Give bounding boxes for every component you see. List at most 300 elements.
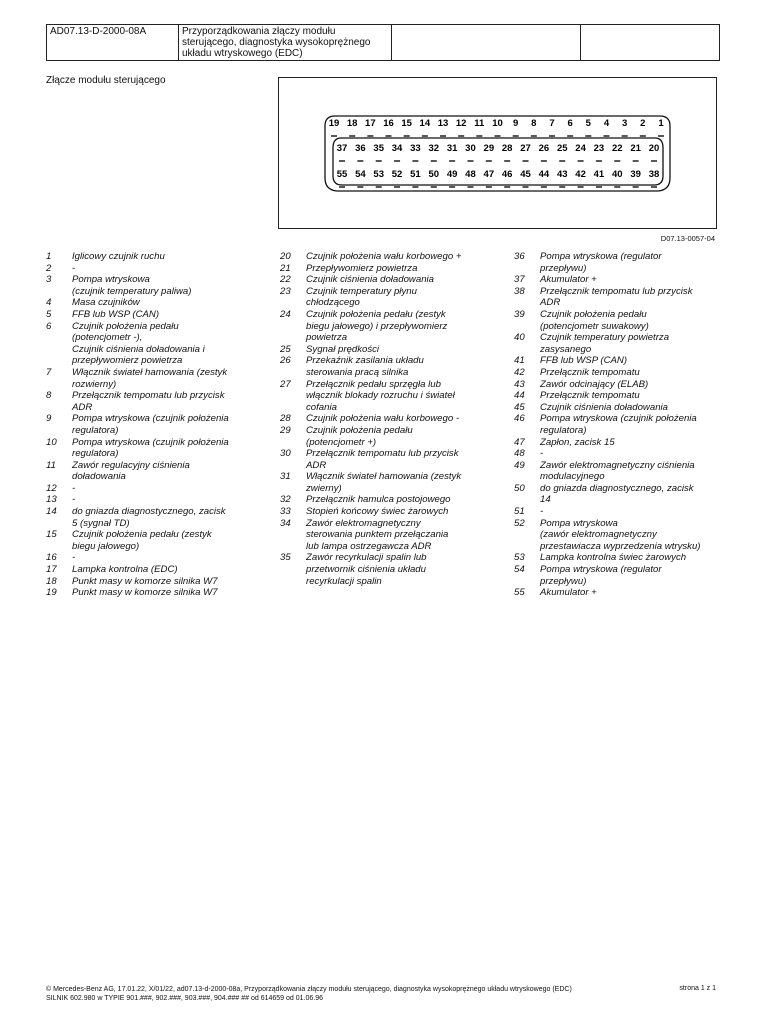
pin-number: 24: [280, 308, 291, 320]
pin-list-item: [514, 460, 726, 472]
pin-list-item: [514, 355, 726, 367]
pin-description: Przełącznik tempomatu lub przycisk: [306, 448, 459, 460]
pin-description: Czujnik temperatury powietrza: [540, 332, 670, 344]
pin-number: 16: [46, 552, 57, 564]
pin-description: -: [540, 448, 544, 460]
pin-number: [46, 379, 72, 391]
pin-list-item: [514, 390, 726, 402]
pin-description: Akumulator +: [540, 274, 597, 286]
connector-pin-label: 44: [538, 169, 550, 180]
connector-pin-label: 13: [437, 118, 449, 129]
pin-number: [46, 344, 72, 356]
connector-pin-label: 2: [640, 118, 646, 129]
connector-pin-label: 9: [513, 118, 519, 129]
pin-description: zwierny): [306, 482, 342, 494]
pin-number: 39: [514, 308, 525, 320]
connector-pin-label: 29: [483, 143, 495, 154]
pin-number: [46, 402, 72, 414]
pin-number: [280, 460, 306, 472]
connector-pin-label: 43: [556, 169, 568, 180]
connector-pin-label: 39: [630, 169, 641, 180]
connector-pin-label: 46: [501, 169, 513, 180]
pin-description: regulatora): [72, 424, 119, 436]
pin-description: Przełącznik tempomatu lub przycisk: [540, 285, 693, 297]
connector-pin-label: 8: [531, 118, 537, 129]
pin-number: 17: [46, 564, 57, 576]
pin-list-item: [514, 309, 726, 321]
pin-list-item: [280, 297, 492, 309]
pin-list-item: [514, 564, 726, 576]
connector-pin-label: 31: [446, 143, 458, 154]
footer-copyright: © Mercedes-Benz AG, 17.01.22, X/01/22, ad07.13-d-2000-08a, Przyporządkowania złączy modułu sterującego, diagnostyka wysokoprężnego układu wtryskowego (EDC): [46, 986, 572, 993]
pin-list-item: [280, 576, 492, 588]
pin-number: [514, 344, 540, 356]
pin-list-item: [280, 413, 492, 425]
connector-pin-label: 14: [419, 118, 431, 129]
pin-description: (zawór elektromagnetyczny: [540, 529, 657, 541]
pin-number: [46, 425, 72, 437]
pin-number: 36: [514, 251, 525, 262]
pin-number: 42: [514, 366, 525, 378]
pin-number: 30: [280, 448, 291, 460]
pin-list-item: [46, 274, 256, 286]
pin-number: 52: [514, 517, 525, 529]
pin-description: Włącznik świateł hamowania (zestyk: [306, 471, 462, 483]
connector-diagram: [279, 78, 716, 228]
pin-description: Iglicowy czujnik ruchu: [72, 251, 165, 262]
pin-description: przepływomierz powietrza: [72, 355, 183, 367]
connector-pin-label: 22: [612, 143, 623, 154]
connector-pin-label: 27: [520, 143, 531, 154]
pin-description: (potencjometr +): [306, 436, 377, 448]
pin-number: 46: [514, 413, 525, 425]
pin-number: [46, 471, 72, 483]
pin-list-column-1: [46, 251, 256, 599]
connector-pin-label: 26: [538, 143, 550, 154]
connector-pin-label: 32: [428, 143, 440, 154]
pin-number: 12: [46, 482, 57, 494]
pin-list-item: [514, 402, 726, 414]
pin-number: 5: [46, 308, 52, 320]
pin-description: regulatora): [540, 424, 587, 436]
pin-description: doładowania: [72, 471, 126, 483]
pin-list-item: [514, 332, 726, 344]
pin-number: 32: [280, 494, 291, 506]
pin-description: (potencjometr suwakowy): [540, 320, 649, 332]
pin-number: 1: [46, 251, 52, 262]
pin-description: Przełącznik tempomatu: [540, 366, 640, 378]
footer: [46, 985, 572, 1003]
pin-description: 5 (sygnał TD): [72, 517, 130, 529]
pin-number: 7: [46, 366, 52, 378]
pin-list-item: [46, 321, 256, 333]
pin-number: 9: [46, 413, 52, 425]
connector-pin-label: 51: [410, 169, 421, 180]
pin-list-item: [280, 425, 492, 437]
connector-pin-label: 49: [446, 169, 458, 180]
pin-number: 22: [280, 274, 291, 286]
pin-description: Pompa wtryskowa (regulator: [540, 564, 662, 576]
connector-pin-label: 6: [567, 118, 573, 129]
pin-list-item: [280, 460, 492, 472]
pin-description: powietrza: [306, 332, 348, 344]
pin-list-item: [280, 286, 492, 298]
pin-description: przepływu): [540, 575, 587, 587]
pin-number: [514, 425, 540, 437]
pin-description: Lampka kontrolna świec żarowych: [540, 552, 687, 564]
pin-list-item: [514, 541, 726, 553]
pin-list-item: [46, 576, 256, 588]
connector-pin-label: 17: [365, 118, 376, 129]
pin-description: Zawór elektromagnetyczny ciśnienia: [540, 459, 695, 471]
pin-description: Przekaźnik zasilania układu: [306, 355, 424, 367]
pin-description: Czujnik ciśnienia doładowania i: [72, 343, 205, 355]
document-title: Przyporządkowania złączy modułu sterującego, diagnostyka wysokoprężnego układu wtryskowego (EDC): [179, 25, 392, 61]
pin-list-item: [514, 297, 726, 309]
connector-pin-label: 12: [455, 118, 467, 129]
pin-description: Pompa wtryskowa: [72, 274, 150, 286]
pin-list-item: [280, 471, 492, 483]
pin-list-item: [514, 587, 726, 599]
page-number: strona 1 z 1: [679, 985, 716, 992]
pin-number: 33: [280, 506, 291, 518]
pin-number: 19: [46, 587, 57, 599]
pin-number: [46, 332, 72, 344]
pin-number: [514, 541, 540, 553]
pin-description: FFB lub WSP (CAN): [72, 308, 160, 320]
pin-number: 6: [46, 320, 52, 332]
connector-pin-label: 35: [373, 143, 384, 154]
connector-pin-label: 53: [373, 169, 384, 180]
pin-number: 50: [514, 482, 525, 494]
pin-description: sterowania pracą silnika: [306, 366, 409, 378]
pin-list-item: [514, 448, 726, 460]
pin-number: [46, 541, 72, 553]
pin-description: modulacyjnego: [540, 471, 605, 483]
pin-number: [514, 494, 540, 506]
pin-number: 28: [280, 413, 291, 425]
pin-description: Przełącznik tempomatu lub przycisk: [72, 390, 225, 402]
pin-description: -: [72, 552, 76, 564]
pin-number: 38: [514, 285, 525, 297]
pin-list-item: [280, 309, 492, 321]
pin-list-item: [46, 367, 256, 379]
pin-number: 21: [280, 262, 291, 274]
pin-description: Pompa wtryskowa (czujnik położenia: [540, 413, 697, 425]
pin-list-item: [46, 413, 256, 425]
pin-list-item: [280, 448, 492, 460]
pin-number: [280, 564, 306, 576]
pin-list-item: [280, 494, 492, 506]
connector-pin-label: 41: [593, 169, 605, 180]
pin-number: [46, 518, 72, 530]
pin-list-item: [46, 506, 256, 518]
connector-pin-label: 42: [575, 169, 586, 180]
pin-description: chłodzącego: [306, 297, 360, 309]
connector-pin-label: 34: [391, 143, 403, 154]
pin-description: (potencjometr -),: [72, 332, 143, 344]
connector-pin-label: 21: [630, 143, 641, 154]
pin-list-item: [46, 379, 256, 391]
pin-list-item: [46, 460, 256, 472]
pin-list-item: [46, 309, 256, 321]
pin-description: FFB lub WSP (CAN): [540, 355, 628, 367]
pin-description: 14: [540, 494, 551, 506]
pin-list-item: [46, 564, 256, 576]
footer-engine-info: SILNIK 602.980 w TYPIE 901.###, 902.###, 903.###, 904.### ## od 614659 od 01.06.96: [46, 995, 323, 1002]
pin-description: rozwierny): [72, 378, 117, 390]
connector-pin-label: 30: [465, 143, 476, 154]
pin-description: Lampka kontrolna (EDC): [72, 564, 178, 576]
pin-list-item: [514, 263, 726, 275]
pin-number: 11: [46, 459, 56, 471]
connector-pin-label: 4: [603, 118, 610, 129]
pin-list-item: [280, 518, 492, 530]
pin-number: [280, 483, 306, 495]
pin-description: (czujnik temperatury paliwa): [72, 285, 192, 297]
pin-number: [280, 437, 306, 449]
connector-pin-label: 28: [501, 143, 513, 154]
pin-list-item: [46, 529, 256, 541]
connector-pin-label: 23: [593, 143, 605, 154]
pin-number: 26: [280, 355, 291, 367]
pin-list-item: [280, 263, 492, 275]
pin-description: Czujnik położenia pedału: [306, 424, 413, 436]
pin-list-item: [280, 344, 492, 356]
connector-pin-label: 1: [658, 118, 664, 129]
pin-number: [46, 286, 72, 298]
pin-list-item: [280, 402, 492, 414]
pin-description: Zawór odcinający (ELAB): [540, 378, 649, 390]
pin-description: ADR: [306, 459, 327, 471]
pin-number: 48: [514, 448, 525, 460]
pin-description: Pompa wtryskowa: [540, 517, 618, 529]
pin-description: -: [72, 262, 76, 274]
pin-description: cofania: [306, 401, 337, 413]
pin-description: Zapłon, zacisk 15: [540, 436, 615, 448]
pin-description: Czujnik położenia wału korbowego +: [306, 251, 462, 262]
pin-description: przepływu): [540, 262, 587, 274]
pin-description: Przełącznik pedału sprzęgła lub: [306, 378, 441, 390]
pin-description: Zawór regulacyjny ciśnienia: [72, 459, 190, 471]
pin-description: lub lampa ostrzegawcza ADR: [306, 540, 432, 552]
pin-number: [280, 529, 306, 541]
connector-pin-label: 5: [585, 118, 591, 129]
pin-description: przetwornik ciśnienia układu: [306, 564, 426, 576]
header-empty-cell-2: [581, 25, 720, 61]
pin-number: 55: [514, 587, 525, 599]
pin-list-item: [280, 541, 492, 553]
connector-pin-label: 16: [383, 118, 394, 129]
pin-list-item: [280, 321, 492, 333]
connector-figure: [278, 77, 717, 229]
pin-list-item: [280, 529, 492, 541]
pin-list-item: [514, 251, 726, 263]
pin-description: biegu jałowego) i przepływomierz: [306, 320, 448, 332]
pin-number: [514, 471, 540, 483]
pin-description: recyrkulacji spalin: [306, 575, 382, 587]
pin-number: [280, 297, 306, 309]
document-header-table: [46, 24, 720, 61]
pin-number: 45: [514, 401, 525, 413]
pin-description: do gniazda diagnostycznego, zacisk: [540, 482, 694, 494]
pin-list-item: [46, 344, 256, 356]
pin-list-item: [46, 541, 256, 553]
pin-list-item: [46, 587, 256, 599]
pin-number: 15: [46, 529, 57, 541]
pin-description: Stopień końcowy świec żarowych: [306, 506, 449, 518]
pin-list-item: [46, 483, 256, 495]
connector-pin-label: 37: [336, 143, 348, 154]
pin-description: Czujnik temperatury płynu: [306, 285, 417, 297]
pin-list-item: [514, 483, 726, 495]
pin-description: Pompa wtryskowa (regulator: [540, 251, 662, 262]
header-empty-cell-1: [392, 25, 581, 61]
connector-pin-label: 25: [556, 143, 568, 154]
pin-list-item: [46, 471, 256, 483]
pin-list-item: [514, 494, 726, 506]
pin-list-item: [280, 379, 492, 391]
connector-pin-label: 33: [410, 143, 421, 154]
pin-description: Czujnik położenia pedału (zestyk: [306, 308, 446, 320]
pin-description: Pompa wtryskowa (czujnik położenia: [72, 436, 229, 448]
pin-list-item: [46, 297, 256, 309]
pin-list-item: [280, 437, 492, 449]
pin-number: [280, 576, 306, 588]
connector-pin-label: 10: [492, 118, 503, 129]
pin-number: [46, 355, 72, 367]
pin-description: Zawór elektromagnetyczny: [306, 517, 421, 529]
connector-pin-label: 20: [648, 143, 660, 154]
pin-description: regulatora): [72, 448, 119, 460]
pin-number: 20: [280, 251, 291, 262]
pin-description: Czujnik ciśnienia doładowania: [540, 401, 668, 413]
connector-pin-label: 18: [346, 118, 358, 129]
pin-description: -: [540, 506, 544, 518]
pin-list-item: [514, 471, 726, 483]
pin-description: Włącznik świateł hamowania (zestyk: [72, 366, 228, 378]
pin-list-item: [514, 274, 726, 286]
pin-list-item: [46, 448, 256, 460]
pin-list-item: [514, 576, 726, 588]
pin-list-item: [46, 518, 256, 530]
pin-number: 54: [514, 564, 525, 576]
pin-list-item: [280, 274, 492, 286]
pin-number: 8: [46, 390, 52, 402]
pin-number: [46, 448, 72, 460]
connector-pin-label: 11: [474, 118, 485, 129]
section-title: Złącze modułu sterującego: [46, 75, 166, 86]
connector-pin-label: 38: [648, 169, 660, 180]
pin-number: 3: [46, 274, 52, 286]
pin-list-item: [280, 390, 492, 402]
pin-description: Punkt masy w komorze silnika W7: [72, 587, 218, 599]
pin-number: 41: [514, 355, 525, 367]
pin-list-item: [514, 529, 726, 541]
pin-list-item: [514, 518, 726, 530]
pin-number: 35: [280, 552, 291, 564]
pin-description: do gniazda diagnostycznego, zacisk: [72, 506, 226, 518]
pin-list-item: [280, 355, 492, 367]
connector-pin-label: 47: [483, 169, 495, 180]
pin-number: [280, 332, 306, 344]
pin-description: Czujnik położenia pedału: [540, 308, 647, 320]
connector-pin-label: 48: [465, 169, 476, 180]
pin-description: Czujnik położenia pedału (zestyk: [72, 529, 212, 541]
pin-list-item: [280, 367, 492, 379]
pin-description: Masa czujników: [72, 297, 140, 309]
pin-number: [280, 390, 306, 402]
pin-list-item: [46, 425, 256, 437]
pin-number: 18: [46, 575, 57, 587]
pin-description: biegu jałowego): [72, 540, 140, 552]
connector-pin-label: 50: [428, 169, 440, 180]
document-code: AD07.13-D-2000-08A: [47, 25, 179, 61]
pin-description: przestawiacza wyprzedzenia wtrysku): [540, 540, 701, 552]
pin-number: [514, 297, 540, 309]
pin-number: 13: [46, 494, 57, 506]
connector-pin-label: 45: [520, 169, 531, 180]
pin-list-item: [46, 494, 256, 506]
pin-number: 43: [514, 378, 525, 390]
pin-number: 4: [46, 297, 52, 309]
pin-description: zasysanego: [540, 343, 592, 355]
pin-description: Sygnał prędkości: [306, 343, 380, 355]
pin-list-item: [514, 344, 726, 356]
pin-number: 23: [280, 285, 291, 297]
connector-pin-label: 19: [328, 118, 340, 129]
pin-number: 49: [514, 459, 525, 471]
pin-number: 2: [46, 262, 52, 274]
pin-description: Przepływomierz powietrza: [306, 262, 418, 274]
pin-number: [514, 576, 540, 588]
pin-list-item: [46, 332, 256, 344]
pin-list-item: [514, 425, 726, 437]
pin-list-item: [280, 251, 492, 263]
connector-pin-label: 54: [355, 169, 366, 180]
pin-description: ADR: [72, 401, 93, 413]
pin-description: Czujnik ciśnienia doładowania: [306, 274, 434, 286]
pin-number: [280, 541, 306, 553]
pin-list-item: [280, 332, 492, 344]
pin-number: [280, 367, 306, 379]
pin-number: [514, 263, 540, 275]
pin-list-item: [280, 552, 492, 564]
pin-list-item: [46, 286, 256, 298]
pin-description: Czujnik położenia pedału: [72, 320, 179, 332]
pin-list-item: [514, 367, 726, 379]
pin-list-item: [514, 413, 726, 425]
pin-list-item: [514, 506, 726, 518]
connector-pin-label: 36: [355, 143, 366, 154]
pin-number: 25: [280, 343, 291, 355]
pin-list-item: [46, 251, 256, 263]
pin-number: 44: [514, 390, 525, 402]
pin-number: 27: [280, 378, 291, 390]
pin-list-item: [46, 437, 256, 449]
pin-description: Pompa wtryskowa (czujnik położenia: [72, 413, 229, 425]
pin-number: [280, 321, 306, 333]
pin-list-item: [280, 483, 492, 495]
pin-number: [514, 529, 540, 541]
pin-list-item: [514, 321, 726, 333]
pin-list-item: [46, 552, 256, 564]
pin-list-item: [514, 286, 726, 298]
connector-pin-label: 52: [391, 169, 403, 180]
pin-number: 47: [514, 436, 525, 448]
pin-number: 37: [514, 274, 525, 286]
pin-description: Punkt masy w komorze silnika W7: [72, 575, 218, 587]
